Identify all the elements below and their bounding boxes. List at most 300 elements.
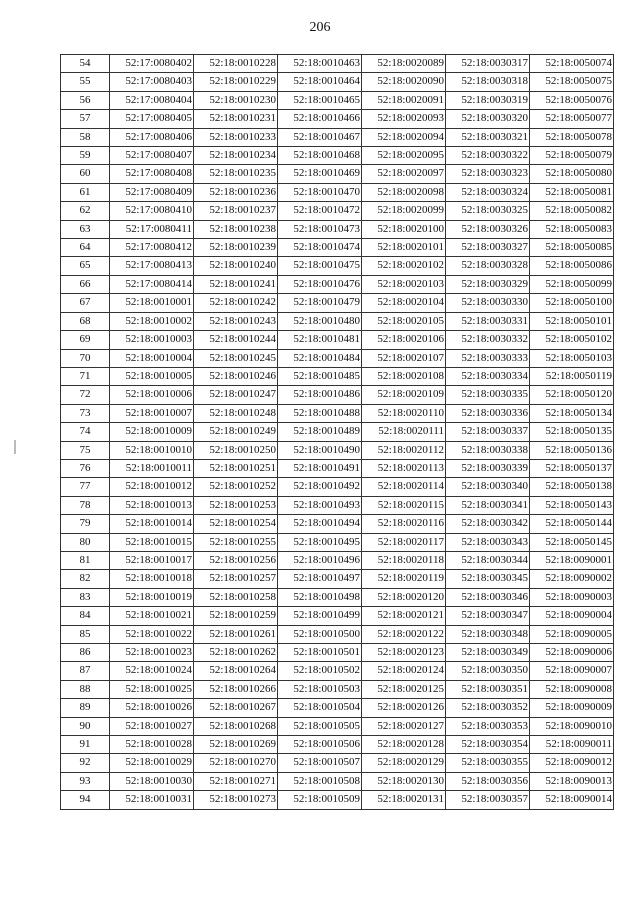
cadastral-number-cell: 52:18:0010237	[194, 202, 278, 220]
cadastral-number-cell: 52:18:0010250	[194, 441, 278, 459]
cadastral-number-cell: 52:18:0010470	[278, 183, 362, 201]
cadastral-number-cell: 52:18:0050144	[530, 515, 614, 533]
cadastral-number-cell: 52:18:0050099	[530, 275, 614, 293]
cadastral-number-cell: 52:18:0050082	[530, 202, 614, 220]
cadastral-number-cell: 52:18:0030320	[446, 110, 530, 128]
cadastral-number-cell: 52:18:0010257	[194, 570, 278, 588]
cadastral-number-cell: 52:18:0010028	[110, 736, 194, 754]
cadastral-number-cell: 52:18:0010509	[278, 791, 362, 809]
cadastral-number-cell: 52:18:0030336	[446, 404, 530, 422]
cadastral-number-cell: 52:18:0010007	[110, 404, 194, 422]
row-number-cell: 71	[61, 367, 110, 385]
cadastral-number-cell: 52:18:0010491	[278, 459, 362, 477]
row-number-cell: 73	[61, 404, 110, 422]
row-number-cell: 88	[61, 680, 110, 698]
cadastral-number-cell: 52:18:0010234	[194, 147, 278, 165]
cadastral-number-cell: 52:18:0030346	[446, 588, 530, 606]
cadastral-number-cell: 52:18:0010502	[278, 662, 362, 680]
cadastral-number-cell: 52:18:0020128	[362, 736, 446, 754]
row-number-cell: 90	[61, 717, 110, 735]
cadastral-number-cell: 52:18:0030356	[446, 772, 530, 790]
table-row	[61, 699, 614, 717]
cadastral-number-cell: 52:18:0020122	[362, 625, 446, 643]
cadastral-number-cell: 52:17:0080402	[110, 55, 194, 73]
table-row	[61, 147, 614, 165]
table-row	[61, 588, 614, 606]
cadastral-number-cell: 52:18:0020107	[362, 349, 446, 367]
row-number-cell: 64	[61, 239, 110, 257]
cadastral-number-cell: 52:18:0020106	[362, 331, 446, 349]
cadastral-number-cell: 52:18:0010472	[278, 202, 362, 220]
cadastral-number-cell: 52:18:0010262	[194, 644, 278, 662]
cadastral-number-cell: 52:18:0090004	[530, 607, 614, 625]
row-number-cell: 70	[61, 349, 110, 367]
cadastral-number-cell: 52:18:0030328	[446, 257, 530, 275]
row-number-cell: 59	[61, 147, 110, 165]
row-number-cell: 80	[61, 533, 110, 551]
row-number-cell: 67	[61, 294, 110, 312]
cadastral-number-cell: 52:18:0030323	[446, 165, 530, 183]
cadastral-number-cell: 52:18:0010497	[278, 570, 362, 588]
row-number-cell: 81	[61, 551, 110, 569]
table-row	[61, 625, 614, 643]
cadastral-number-cell: 52:18:0010015	[110, 533, 194, 551]
cadastral-number-cell: 52:18:0010464	[278, 73, 362, 91]
cadastral-number-cell: 52:18:0030355	[446, 754, 530, 772]
table-row	[61, 110, 614, 128]
cadastral-number-cell: 52:18:0020124	[362, 662, 446, 680]
table-row	[61, 73, 614, 91]
cadastral-number-cell: 52:18:0030325	[446, 202, 530, 220]
cadastral-number-cell: 52:18:0020120	[362, 588, 446, 606]
cadastral-number-cell: 52:18:0010011	[110, 459, 194, 477]
cadastral-number-cell: 52:18:0030317	[446, 55, 530, 73]
cadastral-number-cell: 52:17:0080410	[110, 202, 194, 220]
cadastral-number-cell: 52:18:0030354	[446, 736, 530, 754]
cadastral-number-cell: 52:18:0010002	[110, 312, 194, 330]
cadastral-number-cell: 52:18:0090006	[530, 644, 614, 662]
cadastral-number-cell: 52:18:0010254	[194, 515, 278, 533]
cadastral-number-cell: 52:18:0010018	[110, 570, 194, 588]
cadastral-number-cell: 52:18:0020115	[362, 496, 446, 514]
row-number-cell: 56	[61, 91, 110, 109]
row-number-cell: 82	[61, 570, 110, 588]
table-row	[61, 183, 614, 201]
cadastral-number-cell: 52:18:0020097	[362, 165, 446, 183]
cadastral-number-cell: 52:18:0030350	[446, 662, 530, 680]
cadastral-number-cell: 52:18:0010246	[194, 367, 278, 385]
cadastral-number-cell: 52:18:0030357	[446, 791, 530, 809]
cadastral-number-cell: 52:18:0010026	[110, 699, 194, 717]
cadastral-number-cell: 52:18:0050143	[530, 496, 614, 514]
cadastral-number-cell: 52:18:0010484	[278, 349, 362, 367]
table-row	[61, 202, 614, 220]
cadastral-number-cell: 52:18:0010248	[194, 404, 278, 422]
cadastral-number-cell: 52:18:0010003	[110, 331, 194, 349]
cadastral-number-cell: 52:18:0010253	[194, 496, 278, 514]
table-row	[61, 791, 614, 809]
cadastral-number-cell: 52:18:0010239	[194, 239, 278, 257]
cadastral-number-cell: 52:18:0010259	[194, 607, 278, 625]
page-number: 206	[309, 20, 331, 35]
table-row	[61, 239, 614, 257]
table-row	[61, 754, 614, 772]
table-row	[61, 644, 614, 662]
cadastral-number-table	[60, 54, 614, 810]
table-row	[61, 736, 614, 754]
cadastral-number-cell: 52:18:0010025	[110, 680, 194, 698]
cadastral-number-cell: 52:18:0010004	[110, 349, 194, 367]
cadastral-number-cell: 52:18:0090001	[530, 551, 614, 569]
cadastral-number-cell: 52:18:0030319	[446, 91, 530, 109]
table-row	[61, 772, 614, 790]
cadastral-number-cell: 52:18:0030321	[446, 128, 530, 146]
cadastral-number-cell: 52:18:0010506	[278, 736, 362, 754]
cadastral-number-cell: 52:18:0090012	[530, 754, 614, 772]
cadastral-number-cell: 52:18:0030335	[446, 386, 530, 404]
cadastral-number-cell: 52:18:0010475	[278, 257, 362, 275]
cadastral-number-cell: 52:18:0050101	[530, 312, 614, 330]
cadastral-number-cell: 52:18:0010469	[278, 165, 362, 183]
cadastral-number-cell: 52:18:0010488	[278, 404, 362, 422]
cadastral-number-cell: 52:18:0010485	[278, 367, 362, 385]
cadastral-number-cell: 52:18:0020098	[362, 183, 446, 201]
cadastral-number-cell: 52:18:0010233	[194, 128, 278, 146]
cadastral-number-cell: 52:18:0010012	[110, 478, 194, 496]
cadastral-number-cell: 52:18:0020090	[362, 73, 446, 91]
cadastral-number-cell: 52:18:0020091	[362, 91, 446, 109]
row-number-cell: 83	[61, 588, 110, 606]
cadastral-number-cell: 52:18:0010030	[110, 772, 194, 790]
row-number-cell: 94	[61, 791, 110, 809]
cadastral-number-cell: 52:18:0050137	[530, 459, 614, 477]
cadastral-number-cell: 52:18:0010013	[110, 496, 194, 514]
cadastral-number-cell: 52:18:0030329	[446, 275, 530, 293]
cadastral-number-cell: 52:18:0020125	[362, 680, 446, 698]
cadastral-number-cell: 52:18:0050134	[530, 404, 614, 422]
table-row	[61, 128, 614, 146]
row-number-cell: 87	[61, 662, 110, 680]
cadastral-number-cell: 52:18:0010273	[194, 791, 278, 809]
cadastral-number-cell: 52:18:0030322	[446, 147, 530, 165]
cadastral-number-cell: 52:18:0030331	[446, 312, 530, 330]
cadastral-number-cell: 52:18:0090007	[530, 662, 614, 680]
cadastral-number-cell: 52:18:0030342	[446, 515, 530, 533]
table-row	[61, 423, 614, 441]
table-row	[61, 386, 614, 404]
cadastral-number-cell: 52:18:0020117	[362, 533, 446, 551]
cadastral-number-cell: 52:18:0010473	[278, 220, 362, 238]
cadastral-number-cell: 52:18:0030333	[446, 349, 530, 367]
cadastral-number-cell: 52:18:0020129	[362, 754, 446, 772]
cadastral-number-cell: 52:18:0030338	[446, 441, 530, 459]
cadastral-number-cell: 52:17:0080413	[110, 257, 194, 275]
cadastral-number-cell: 52:18:0010230	[194, 91, 278, 109]
cadastral-number-cell: 52:18:0010499	[278, 607, 362, 625]
table-row	[61, 91, 614, 109]
cadastral-number-cell: 52:17:0080412	[110, 239, 194, 257]
row-number-cell: 69	[61, 331, 110, 349]
row-number-cell: 86	[61, 644, 110, 662]
row-number-cell: 89	[61, 699, 110, 717]
row-number-cell: 68	[61, 312, 110, 330]
cadastral-number-cell: 52:18:0030341	[446, 496, 530, 514]
cadastral-number-cell: 52:17:0080404	[110, 91, 194, 109]
cadastral-number-cell: 52:18:0090005	[530, 625, 614, 643]
cadastral-number-cell: 52:18:0020127	[362, 717, 446, 735]
cadastral-number-cell: 52:18:0010504	[278, 699, 362, 717]
cadastral-number-cell: 52:18:0090002	[530, 570, 614, 588]
row-number-cell: 74	[61, 423, 110, 441]
cadastral-number-cell: 52:17:0080405	[110, 110, 194, 128]
cadastral-number-cell: 52:18:0030348	[446, 625, 530, 643]
cadastral-number-cell: 52:18:0010261	[194, 625, 278, 643]
cadastral-number-cell: 52:18:0010236	[194, 183, 278, 201]
cadastral-number-cell: 52:18:0010249	[194, 423, 278, 441]
cadastral-number-cell: 52:18:0010495	[278, 533, 362, 551]
cadastral-number-cell: 52:18:0010268	[194, 717, 278, 735]
table-row	[61, 294, 614, 312]
cadastral-number-cell: 52:18:0010271	[194, 772, 278, 790]
cadastral-number-cell: 52:18:0020094	[362, 128, 446, 146]
cadastral-number-cell: 52:18:0050086	[530, 257, 614, 275]
row-number-cell: 55	[61, 73, 110, 91]
cadastral-number-cell: 52:18:0010489	[278, 423, 362, 441]
cadastral-number-cell: 52:18:0020114	[362, 478, 446, 496]
cadastral-number-cell: 52:18:0010467	[278, 128, 362, 146]
row-number-cell: 78	[61, 496, 110, 514]
cadastral-number-cell: 52:18:0010492	[278, 478, 362, 496]
table-row	[61, 551, 614, 569]
cadastral-number-cell: 52:18:0010493	[278, 496, 362, 514]
row-number-cell: 92	[61, 754, 110, 772]
cadastral-number-cell: 52:17:0080406	[110, 128, 194, 146]
cadastral-number-cell: 52:18:0020103	[362, 275, 446, 293]
table-row	[61, 275, 614, 293]
cadastral-number-cell: 52:18:0010501	[278, 644, 362, 662]
cadastral-number-cell: 52:17:0080407	[110, 147, 194, 165]
cadastral-number-cell: 52:18:0010229	[194, 73, 278, 91]
cadastral-number-cell: 52:18:0010270	[194, 754, 278, 772]
table-row	[61, 515, 614, 533]
cadastral-number-cell: 52:18:0010027	[110, 717, 194, 735]
cadastral-number-cell: 52:18:0010014	[110, 515, 194, 533]
cadastral-number-cell: 52:18:0030345	[446, 570, 530, 588]
cadastral-number-cell: 52:17:0080408	[110, 165, 194, 183]
row-number-cell: 75	[61, 441, 110, 459]
cadastral-number-cell: 52:18:0010228	[194, 55, 278, 73]
cadastral-number-cell: 52:18:0010481	[278, 331, 362, 349]
cadastral-number-cell: 52:18:0020093	[362, 110, 446, 128]
cadastral-number-cell: 52:18:0010019	[110, 588, 194, 606]
cadastral-number-cell: 52:18:0010474	[278, 239, 362, 257]
cadastral-number-cell: 52:18:0020095	[362, 147, 446, 165]
table-row	[61, 533, 614, 551]
cadastral-number-cell: 52:18:0010500	[278, 625, 362, 643]
row-number-cell: 57	[61, 110, 110, 128]
scan-margin-mark	[14, 440, 16, 454]
cadastral-number-cell: 52:18:0030343	[446, 533, 530, 551]
cadastral-number-cell: 52:18:0030337	[446, 423, 530, 441]
table-row	[61, 404, 614, 422]
cadastral-number-cell: 52:18:0050138	[530, 478, 614, 496]
cadastral-number-cell: 52:18:0010005	[110, 367, 194, 385]
cadastral-number-cell: 52:18:0050145	[530, 533, 614, 551]
cadastral-number-cell: 52:18:0020104	[362, 294, 446, 312]
cadastral-number-cell: 52:18:0020116	[362, 515, 446, 533]
cadastral-number-cell: 52:18:0030340	[446, 478, 530, 496]
cadastral-number-cell: 52:18:0030351	[446, 680, 530, 698]
cadastral-number-cell: 52:18:0010023	[110, 644, 194, 662]
cadastral-number-cell: 52:18:0010235	[194, 165, 278, 183]
cadastral-number-cell: 52:18:0050074	[530, 55, 614, 73]
cadastral-number-cell: 52:18:0010231	[194, 110, 278, 128]
cadastral-number-cell: 52:18:0010266	[194, 680, 278, 698]
cadastral-number-cell: 52:18:0010466	[278, 110, 362, 128]
cadastral-number-cell: 52:18:0090013	[530, 772, 614, 790]
table-row	[61, 607, 614, 625]
cadastral-number-cell: 52:18:0010247	[194, 386, 278, 404]
cadastral-number-cell: 52:18:0010241	[194, 275, 278, 293]
cadastral-number-cell: 52:18:0010251	[194, 459, 278, 477]
cadastral-number-cell: 52:18:0010264	[194, 662, 278, 680]
cadastral-number-cell: 52:18:0030332	[446, 331, 530, 349]
cadastral-number-cell: 52:18:0090008	[530, 680, 614, 698]
cadastral-number-cell: 52:18:0050085	[530, 239, 614, 257]
cadastral-number-cell: 52:18:0020089	[362, 55, 446, 73]
table-row	[61, 349, 614, 367]
table-row	[61, 257, 614, 275]
cadastral-number-cell: 52:17:0080403	[110, 73, 194, 91]
row-number-cell: 62	[61, 202, 110, 220]
cadastral-number-cell: 52:18:0050080	[530, 165, 614, 183]
cadastral-number-cell: 52:18:0020108	[362, 367, 446, 385]
cadastral-number-cell: 52:18:0050078	[530, 128, 614, 146]
cadastral-number-cell: 52:18:0050119	[530, 367, 614, 385]
table-row	[61, 662, 614, 680]
cadastral-number-cell: 52:18:0010463	[278, 55, 362, 73]
table-body	[61, 55, 614, 810]
cadastral-number-cell: 52:18:0010476	[278, 275, 362, 293]
table-row	[61, 459, 614, 477]
cadastral-number-cell: 52:18:0020119	[362, 570, 446, 588]
cadastral-number-cell: 52:18:0020123	[362, 644, 446, 662]
cadastral-number-cell: 52:18:0030344	[446, 551, 530, 569]
table-row	[61, 717, 614, 735]
table-row	[61, 496, 614, 514]
cadastral-number-cell: 52:17:0080409	[110, 183, 194, 201]
row-number-cell: 63	[61, 220, 110, 238]
cadastral-number-cell: 52:18:0010508	[278, 772, 362, 790]
row-number-cell: 60	[61, 165, 110, 183]
cadastral-number-cell: 52:18:0030324	[446, 183, 530, 201]
row-number-cell: 72	[61, 386, 110, 404]
cadastral-number-cell: 52:18:0030339	[446, 459, 530, 477]
cadastral-number-cell: 52:18:0010498	[278, 588, 362, 606]
cadastral-number-cell: 52:18:0010017	[110, 551, 194, 569]
cadastral-number-cell: 52:18:0010010	[110, 441, 194, 459]
row-number-cell: 65	[61, 257, 110, 275]
cadastral-number-cell: 52:18:0020121	[362, 607, 446, 625]
cadastral-number-cell: 52:18:0020130	[362, 772, 446, 790]
cadastral-number-cell: 52:18:0010021	[110, 607, 194, 625]
row-number-cell: 91	[61, 736, 110, 754]
cadastral-number-cell: 52:18:0050076	[530, 91, 614, 109]
cadastral-number-cell: 52:18:0010479	[278, 294, 362, 312]
cadastral-number-cell: 52:18:0010480	[278, 312, 362, 330]
table-row	[61, 570, 614, 588]
cadastral-number-cell: 52:18:0010244	[194, 331, 278, 349]
cadastral-number-cell: 52:18:0020131	[362, 791, 446, 809]
cadastral-number-cell: 52:18:0050075	[530, 73, 614, 91]
cadastral-number-cell: 52:18:0020126	[362, 699, 446, 717]
row-number-cell: 58	[61, 128, 110, 146]
cadastral-number-cell: 52:18:0010009	[110, 423, 194, 441]
cadastral-number-cell: 52:18:0020118	[362, 551, 446, 569]
cadastral-number-cell: 52:18:0020110	[362, 404, 446, 422]
cadastral-number-cell: 52:18:0050100	[530, 294, 614, 312]
cadastral-number-cell: 52:18:0010238	[194, 220, 278, 238]
cadastral-number-cell: 52:18:0010006	[110, 386, 194, 404]
cadastral-number-cell: 52:18:0020102	[362, 257, 446, 275]
cadastral-number-cell: 52:18:0030352	[446, 699, 530, 717]
cadastral-number-cell: 52:18:0050102	[530, 331, 614, 349]
table-row	[61, 680, 614, 698]
cadastral-number-cell: 52:18:0010242	[194, 294, 278, 312]
cadastral-number-cell: 52:18:0030334	[446, 367, 530, 385]
row-number-cell: 61	[61, 183, 110, 201]
row-number-cell: 54	[61, 55, 110, 73]
cadastral-number-cell: 52:18:0010240	[194, 257, 278, 275]
cadastral-number-cell: 52:18:0030327	[446, 239, 530, 257]
row-number-cell: 77	[61, 478, 110, 496]
table-row	[61, 55, 614, 73]
cadastral-number-cell: 52:18:0010507	[278, 754, 362, 772]
cadastral-number-cell: 52:18:0050083	[530, 220, 614, 238]
cadastral-number-cell: 52:18:0030326	[446, 220, 530, 238]
cadastral-number-cell: 52:18:0010490	[278, 441, 362, 459]
table-row	[61, 441, 614, 459]
cadastral-number-cell: 52:18:0010243	[194, 312, 278, 330]
cadastral-number-cell: 52:18:0010258	[194, 588, 278, 606]
cadastral-number-cell: 52:18:0090011	[530, 736, 614, 754]
cadastral-number-cell: 52:18:0010269	[194, 736, 278, 754]
cadastral-number-cell: 52:18:0010022	[110, 625, 194, 643]
cadastral-number-cell: 52:18:0030347	[446, 607, 530, 625]
cadastral-number-cell: 52:18:0020109	[362, 386, 446, 404]
table-row	[61, 367, 614, 385]
cadastral-number-cell: 52:18:0020105	[362, 312, 446, 330]
cadastral-number-cell: 52:17:0080414	[110, 275, 194, 293]
cadastral-number-cell: 52:18:0010031	[110, 791, 194, 809]
table-row	[61, 165, 614, 183]
cadastral-number-cell: 52:18:0010496	[278, 551, 362, 569]
cadastral-number-cell: 52:18:0030330	[446, 294, 530, 312]
cadastral-number-cell: 52:18:0010267	[194, 699, 278, 717]
table-row	[61, 312, 614, 330]
cadastral-number-cell: 52:18:0010024	[110, 662, 194, 680]
cadastral-number-cell: 52:18:0030318	[446, 73, 530, 91]
cadastral-number-cell: 52:18:0010252	[194, 478, 278, 496]
cadastral-number-cell: 52:18:0050103	[530, 349, 614, 367]
cadastral-number-cell: 52:18:0050079	[530, 147, 614, 165]
cadastral-number-cell: 52:18:0020112	[362, 441, 446, 459]
cadastral-number-cell: 52:18:0090009	[530, 699, 614, 717]
row-number-cell: 84	[61, 607, 110, 625]
cadastral-number-cell: 52:18:0050135	[530, 423, 614, 441]
cadastral-number-cell: 52:18:0010486	[278, 386, 362, 404]
cadastral-number-cell: 52:18:0030353	[446, 717, 530, 735]
